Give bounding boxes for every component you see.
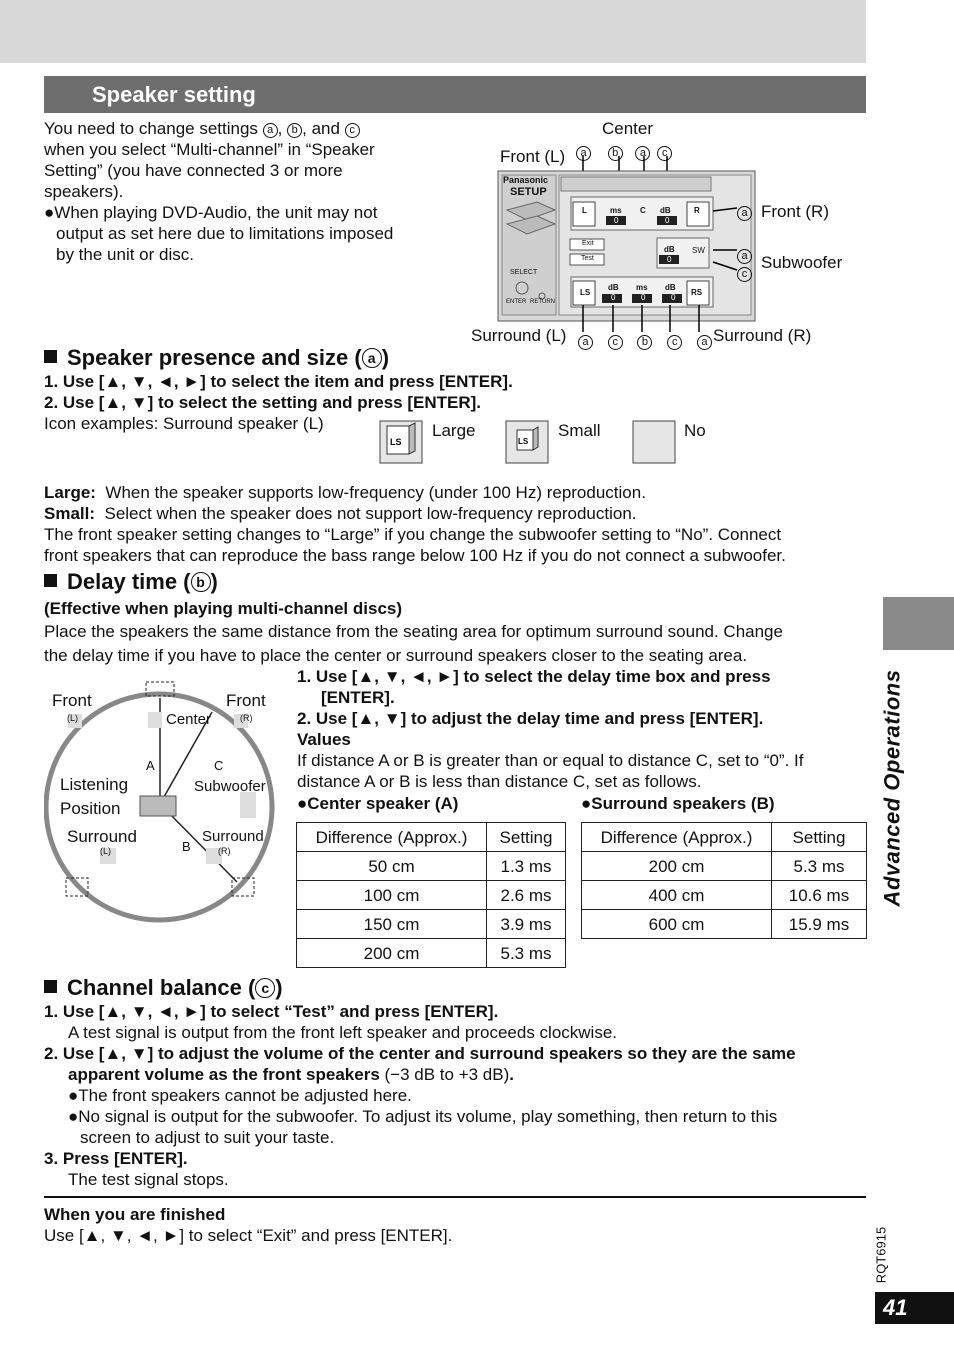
diagram-position: Position bbox=[60, 799, 121, 818]
diagram-front-l: Front bbox=[52, 691, 92, 710]
delay-subheading: (Effective when playing multi-channel discs) bbox=[44, 599, 403, 618]
table-row: 50 cm 1.3 ms bbox=[297, 852, 566, 881]
screen-enter: ENTER bbox=[506, 299, 527, 305]
label-surround-l: Surround (L) bbox=[471, 326, 567, 345]
diagram-center: Center bbox=[166, 711, 212, 728]
icon-examples: Icon examples: Surround speaker (L) bbox=[44, 414, 324, 433]
presence-step2: 2. Use [▲, ▼] to select the setting and press [ENTER]. bbox=[44, 393, 482, 412]
delay-step2: 2. Use [▲, ▼] to adjust the delay time and press [ENTER]. bbox=[297, 709, 764, 728]
balance-step3-desc: The test signal stops. bbox=[68, 1170, 229, 1189]
small-definition: Small: Select when the speaker does not support low-frequency reproduction. bbox=[44, 504, 637, 523]
side-tab bbox=[883, 597, 954, 650]
no-speaker-icon bbox=[632, 420, 676, 464]
surround-delay-table: Difference (Approx.) Setting 200 cm 5.3 ms 400 cm 10.6 ms 600 cm 15.9 ms bbox=[581, 822, 867, 939]
large-speaker-icon bbox=[379, 420, 423, 464]
finished-heading: When you are finished bbox=[44, 1205, 226, 1224]
screen-top-markers: a b a c bbox=[576, 141, 672, 162]
table-row: 400 cm 10.6 ms bbox=[582, 881, 867, 910]
front-note-1: The front speaker setting changes to “Large” if you change the subwoofer setting to “No”. Connect bbox=[44, 525, 782, 544]
values-text-1: If distance A or B is greater than or equal to distance C, set to “0”. If bbox=[297, 751, 804, 770]
front-note-2: front speakers that can reproduce the bass range below 100 Hz if you do not connect a subwoofer. bbox=[44, 546, 786, 565]
large-label: Large bbox=[432, 421, 476, 440]
label-center: Center bbox=[602, 119, 654, 138]
delay-heading: Delay time ( b ) bbox=[44, 569, 218, 595]
delay-para-1: Place the speakers the same distance from the seating area for optimum surround sound. Change bbox=[44, 622, 783, 641]
svg-text:LS: LS bbox=[390, 437, 402, 447]
no-label: No bbox=[684, 421, 706, 440]
label-surround-r: Surround (R) bbox=[713, 326, 812, 345]
document-code: RQT6915 bbox=[873, 1226, 889, 1284]
delay-step1: 1. Use [▲, ▼, ◄, ►] to select the delay time box and press bbox=[297, 667, 771, 686]
balance-step1-desc: A test signal is output from the front left speaker and proceeds clockwise. bbox=[68, 1023, 618, 1042]
balance-heading: Channel balance ( c ) bbox=[44, 975, 283, 1001]
label-front-r: Front (R) bbox=[761, 202, 829, 221]
large-definition: Large: When the speaker supports low-frequency (under 100 Hz) reproduction. bbox=[44, 483, 646, 502]
header-band bbox=[0, 0, 866, 63]
page-number: 41 bbox=[875, 1292, 954, 1324]
delay-para-2: the delay time if you have to place the center or surround speakers closer to the seating area. bbox=[44, 646, 748, 665]
balance-step3: 3. Press [ENTER]. bbox=[44, 1149, 188, 1168]
table-row: 600 cm 15.9 ms bbox=[582, 910, 867, 939]
table-row: 200 cm 5.3 ms bbox=[582, 852, 867, 881]
screen-brand: Panasonic bbox=[503, 175, 549, 185]
intro-text: You need to change settings a , b , and c when you select “Multi-channel” in “Speaker Setting” (you have connected 3 or more speakers). ●When playing DVD-Audio, the unit may not output as set here due to limitations imposed by the unit or disc. bbox=[44, 119, 394, 264]
table-row: 200 cm 5.3 ms bbox=[297, 939, 566, 968]
center-speaker-head: ●Center speaker (A) bbox=[297, 794, 459, 813]
balance-bullet-2: ●No signal is output for the subwoofer. To adjust its volume, play something, then return to this bbox=[68, 1107, 778, 1126]
values-text-2: distance A or B is less than distance C, set as follows. bbox=[297, 772, 702, 791]
screen-exit: Exit bbox=[582, 240, 594, 247]
side-tab-text: Advanced Operations bbox=[879, 669, 905, 906]
section-title: Speaker setting bbox=[44, 76, 866, 113]
screen-return: RETURN bbox=[530, 299, 555, 305]
diagram-front-r: Front bbox=[226, 691, 266, 710]
divider bbox=[44, 1196, 866, 1198]
small-speaker-icon bbox=[505, 420, 549, 464]
balance-step2-cont: apparent volume as the front speakers (−3 dB to +3 dB). bbox=[68, 1065, 514, 1084]
diagram-subwoofer: Subwoofer bbox=[194, 778, 266, 795]
screen-select: SELECT bbox=[510, 269, 538, 276]
diagram-surround-r: Surround bbox=[202, 828, 264, 845]
screen-test: Test bbox=[581, 255, 594, 262]
circle-c-icon: c bbox=[345, 123, 360, 138]
table-row: 150 cm 3.9 ms bbox=[297, 910, 566, 939]
small-label: Small bbox=[558, 421, 601, 440]
values-heading: Values bbox=[297, 730, 351, 749]
balance-step2: 2. Use [▲, ▼] to adjust the volume of the center and surround speakers so they are the same bbox=[44, 1044, 796, 1063]
screen-setup: SETUP bbox=[510, 186, 547, 198]
label-subwoofer: Subwoofer bbox=[761, 253, 843, 272]
presence-heading: Speaker presence and size ( a ) bbox=[44, 345, 389, 371]
presence-step1: 1. Use [▲, ▼, ◄, ►] to select the item and press [ENTER]. bbox=[44, 372, 513, 391]
diagram-surround-l: Surround bbox=[67, 827, 137, 846]
center-delay-table: Difference (Approx.) Setting 50 cm 1.3 ms 100 cm 2.6 ms 150 cm 3.9 ms 200 cm 5.3 ms bbox=[296, 822, 566, 968]
surround-speaker-head: ●Surround speakers (B) bbox=[581, 794, 775, 813]
screen-bottom-markers: a c b c a bbox=[578, 330, 712, 351]
circle-b-icon: b bbox=[287, 123, 302, 138]
table-row: 100 cm 2.6 ms bbox=[297, 881, 566, 910]
circle-a-icon: a bbox=[263, 123, 278, 138]
finished-text: Use [▲, ▼, ◄, ►] to select “Exit” and press [ENTER]. bbox=[44, 1226, 453, 1245]
balance-bullet-1: ●The front speakers cannot be adjusted here. bbox=[68, 1086, 412, 1105]
label-front-l: Front (L) bbox=[500, 147, 566, 166]
balance-step1: 1. Use [▲, ▼, ◄, ►] to select “Test” and press [ENTER]. bbox=[44, 1002, 499, 1021]
svg-text:LS: LS bbox=[518, 437, 529, 446]
diagram-listening: Listening bbox=[60, 775, 129, 794]
